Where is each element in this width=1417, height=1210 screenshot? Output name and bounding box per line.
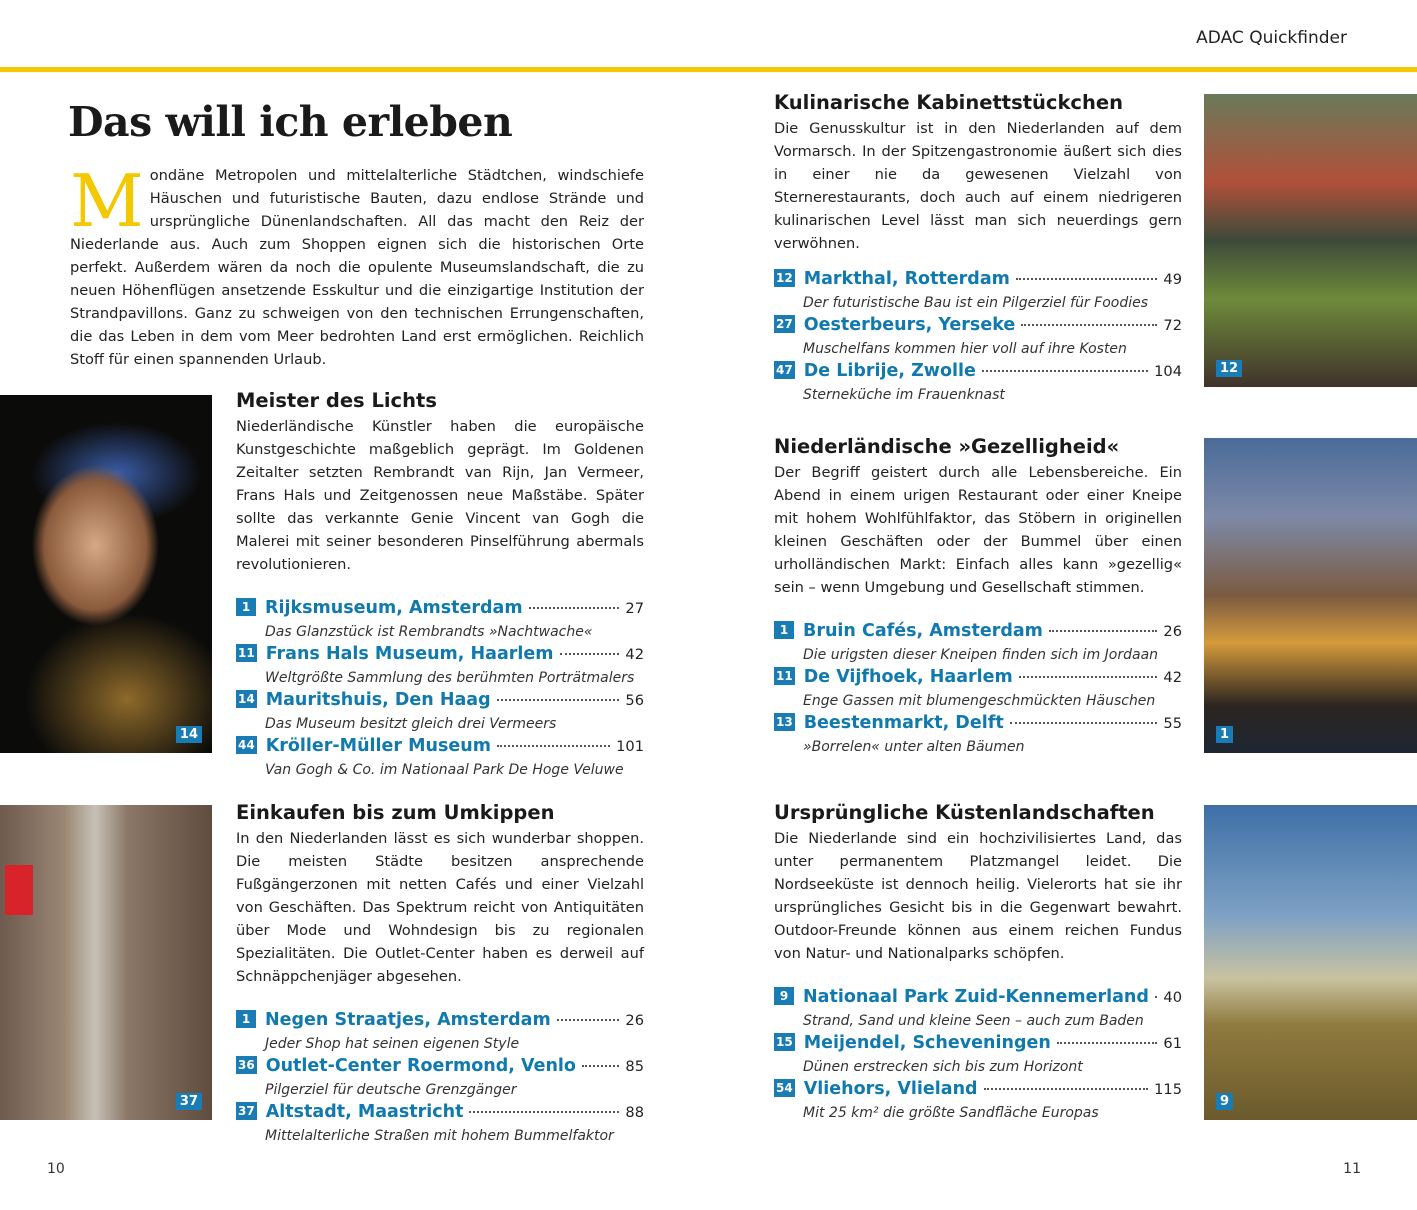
- poi-number: 1: [236, 1010, 256, 1028]
- poi-name[interactable]: Markthal, Rotterdam: [803, 269, 1010, 289]
- poi-page: 104: [1154, 363, 1182, 380]
- poi-number: 1: [774, 621, 794, 639]
- section-kuestenlandschaften: [774, 800, 1182, 1125]
- section-body: Die Genusskultur ist in den Niederlanden auf dem Vormarsch. In der Spitzengastronomie äußert sich dies in einer nie da gewesenen Vielzahl von Sternerestaurants, doch auch auf einem niedrigeren kulinarischen Level lässt man sich neuerdings gern verwöhnen.: [774, 120, 1182, 252]
- poi-number: 36: [238, 1058, 255, 1072]
- poi-item[interactable]: [236, 1102, 644, 1148]
- page-number-right: 11: [1343, 1161, 1361, 1177]
- swiss-flag-icon: [5, 865, 33, 915]
- poi-name[interactable]: Meijendel, Scheveningen: [803, 1033, 1051, 1053]
- photo-badge: 1: [1216, 726, 1233, 743]
- poi-name[interactable]: Beestenmarkt, Delft: [803, 713, 1004, 733]
- poi-description: Weltgrößte Sammlung des berühmten Porträtmalers: [265, 670, 635, 686]
- section-heading: Kulinarische Kabinettstückchen: [774, 91, 1123, 114]
- poi-item[interactable]: [236, 1010, 644, 1056]
- poi-item[interactable]: [774, 1079, 1182, 1125]
- poi-name[interactable]: Oesterbeurs, Yerseke: [803, 315, 1016, 335]
- photo-cafe-evening: [1204, 438, 1417, 753]
- photo-badge: 14: [176, 726, 202, 743]
- poi-item[interactable]: [774, 269, 1182, 315]
- section-heading: Ursprüngliche Küstenlandschaften: [774, 801, 1155, 824]
- poi-page: 115: [1154, 1081, 1182, 1098]
- poi-description: Das Museum besitzt gleich drei Vermeers: [265, 716, 557, 732]
- poi-item[interactable]: [236, 1056, 644, 1102]
- poi-number: 44: [238, 738, 255, 752]
- leader-dots: [560, 653, 620, 655]
- poi-name[interactable]: Altstadt, Maastricht: [265, 1102, 464, 1122]
- photo-badge: 37: [176, 1093, 202, 1110]
- yellow-rule: [0, 67, 1417, 72]
- poi-number: 15: [776, 1035, 793, 1049]
- poi-list: [236, 1010, 644, 1148]
- poi-name[interactable]: Nationaal Park Zuid-Kennemerland: [803, 987, 1149, 1007]
- poi-description: Mittelalterliche Straßen mit hohem Bummelfaktor: [265, 1128, 614, 1144]
- poi-page: 61: [1163, 1035, 1182, 1052]
- poi-page: 49: [1163, 271, 1182, 288]
- intro-paragraph: [70, 159, 644, 371]
- leader-dots: [1010, 722, 1158, 724]
- section-body: In den Niederlanden lässt es sich wunderbar shoppen. Die meisten Städte besitzen ansprechende Fußgängerzonen mit netten Cafés und einer Vielzahl von Geschäften. Das Spektrum reicht von Antiquitäten über Mode und Wohndesign bis zu regionalen Spezialitäten. Die Outlet-Center haben es derweil auf Schnäppchenjäger abgesehen.: [236, 830, 644, 985]
- poi-page: 88: [625, 1104, 644, 1121]
- page-title: Das will ich erleben: [68, 98, 513, 146]
- poi-number: 11: [776, 669, 793, 683]
- poi-item[interactable]: [774, 713, 1182, 759]
- poi-item[interactable]: [774, 667, 1182, 713]
- running-header: ADAC Quickfinder: [1196, 28, 1347, 48]
- poi-list: [774, 621, 1182, 759]
- poi-page: 72: [1163, 317, 1182, 334]
- poi-number: 11: [238, 646, 255, 660]
- poi-page: 56: [625, 692, 644, 709]
- poi-name[interactable]: Negen Straatjes, Amsterdam: [265, 1010, 551, 1030]
- leader-dots: [984, 1088, 1149, 1090]
- poi-name[interactable]: Kröller-Müller Museum: [265, 736, 491, 756]
- poi-name[interactable]: Vliehors, Vlieland: [803, 1079, 978, 1099]
- poi-item[interactable]: [774, 621, 1182, 667]
- poi-description: Sterneküche im Frauenknast: [803, 387, 1005, 403]
- poi-page: 26: [625, 1012, 644, 1029]
- poi-item[interactable]: [774, 361, 1182, 407]
- drop-cap: M: [70, 159, 144, 243]
- section-einkaufen: [236, 800, 644, 1148]
- leader-dots: [982, 370, 1148, 372]
- poi-item[interactable]: [774, 1033, 1182, 1079]
- poi-page: 42: [625, 646, 644, 663]
- photo-badge: 9: [1216, 1093, 1233, 1110]
- poi-name[interactable]: Frans Hals Museum, Haarlem: [265, 644, 554, 664]
- section-heading: Meister des Lichts: [236, 389, 437, 412]
- poi-item[interactable]: [236, 644, 644, 690]
- poi-name[interactable]: De Vijfhoek, Haarlem: [803, 667, 1013, 687]
- poi-number: 13: [776, 715, 793, 729]
- poi-name[interactable]: De Librije, Zwolle: [803, 361, 976, 381]
- leader-dots: [1049, 630, 1158, 632]
- leader-dots: [1155, 996, 1158, 998]
- poi-name[interactable]: Outlet-Center Roermond, Venlo: [265, 1056, 576, 1076]
- leader-dots: [1019, 676, 1158, 678]
- poi-item[interactable]: [774, 987, 1182, 1033]
- section-body: Niederländische Künstler haben die europäische Kunstgeschichte maßgeblich geprägt. Im Goldenen Zeitalter setzten Rembrandt van Rijn, Jan Vermeer, Frans Hals und Zeitgenossen neue Maßstäbe. Später sollte das verkannte Genie Vincent van Gogh die Malerei mit seiner besonderen Pinselführung abermals revolutionieren.: [236, 418, 644, 573]
- poi-description: Das Glanzstück ist Rembrandts »Nachtwache«: [265, 624, 593, 640]
- poi-page: 85: [625, 1058, 644, 1075]
- photo-dunes: [1204, 805, 1417, 1120]
- poi-name[interactable]: Rijksmuseum, Amsterdam: [265, 598, 523, 618]
- leader-dots: [582, 1065, 619, 1067]
- leader-dots: [497, 745, 610, 747]
- poi-list: [236, 598, 644, 782]
- poi-description: Jeder Shop hat seinen eigenen Style: [265, 1036, 520, 1052]
- photo-badge: 12: [1216, 360, 1242, 377]
- leader-dots: [1057, 1042, 1158, 1044]
- photo-markthal: [1204, 94, 1417, 387]
- poi-description: Muschelfans kommen hier voll auf ihre Kosten: [803, 341, 1127, 357]
- poi-description: Van Gogh & Co. im Nationaal Park De Hoge Veluwe: [265, 762, 624, 778]
- poi-item[interactable]: [774, 315, 1182, 361]
- section-gezelligheid: [774, 434, 1182, 759]
- poi-number: 9: [774, 987, 794, 1005]
- poi-description: »Borrelen« unter alten Bäumen: [803, 739, 1025, 755]
- section-meister-des-lichts: [236, 388, 644, 782]
- poi-number: 54: [776, 1081, 793, 1095]
- poi-list: [774, 269, 1182, 407]
- poi-name[interactable]: Bruin Cafés, Amsterdam: [803, 621, 1043, 641]
- poi-description: Der futuristische Bau ist ein Pilgerziel für Foodies: [803, 295, 1149, 311]
- poi-item[interactable]: [236, 598, 644, 644]
- leader-dots: [1016, 278, 1158, 280]
- poi-description: Strand, Sand und kleine Seen – auch zum Baden: [803, 1013, 1144, 1029]
- section-body: Der Begriff geistert durch alle Lebensbereiche. Ein Abend in einem urigen Restaurant oder einer Kneipe mit hohem Wohlfühlfaktor, das Stöbern in originellen kleinen Geschäften oder der Bummel über einen urholländischen Markt: Einfach alles kann »gezellig« sein – wenn Umgebung und Gesellschaft stimmen.: [774, 464, 1182, 596]
- section-body: Die Niederlande sind ein hochzivilisiertes Land, das unter permanentem Platzmangel leidet. Die Nordseeküste ist dennoch heilig. Vielerorts hat sie ihr ursprüngliches Gesicht bis in die Gegenwart bewahrt. Outdoor-Freunde können aus einem reichen Fundus von Natur- und Nationalparks schöpfen.: [774, 830, 1182, 962]
- poi-number: 14: [238, 692, 255, 706]
- poi-item[interactable]: [236, 690, 644, 736]
- poi-description: Die urigsten dieser Kneipen finden sich im Jordaan: [803, 647, 1159, 663]
- poi-page: 42: [1163, 669, 1182, 686]
- intro-text: ondäne Metropolen und mittelalterliche Städtchen, windschiefe Häuschen und futuristische Bauten, dazu endlose Strände und ursprüngliche Dünenlandschaften. All das macht den Reiz der Niederlande aus. Auch zum Shoppen eignen sich die historischen Orte perfekt. Außerdem wären da noch die opulente Museumslandschaft, die zu neuen Höhenflügen ansetzende Esskultur und die einzigartige Institution der Strandpavillons. Ganz zu schweigen von den technischen Errungenschaften, die das Leben in dem vom Meer bedrohten Land erst ermöglichen. Reichlich Stoff für einen spannenden Urlaub.: [70, 167, 644, 368]
- page-number-left: 10: [47, 1161, 65, 1177]
- leader-dots: [1021, 324, 1157, 326]
- section-heading: Einkaufen bis zum Umkippen: [236, 801, 555, 824]
- poi-description: Pilgerziel für deutsche Grenzgänger: [265, 1082, 517, 1098]
- poi-number: 1: [236, 598, 256, 616]
- poi-list: [774, 987, 1182, 1125]
- poi-page: 40: [1163, 989, 1182, 1006]
- leader-dots: [497, 699, 620, 701]
- poi-description: Enge Gassen mit blumengeschmückten Häuschen: [803, 693, 1156, 709]
- poi-number: 27: [776, 317, 793, 331]
- poi-page: 27: [625, 600, 644, 617]
- poi-item[interactable]: [236, 736, 644, 782]
- poi-name[interactable]: Mauritshuis, Den Haag: [265, 690, 491, 710]
- poi-number: 37: [238, 1104, 255, 1118]
- poi-page: 55: [1163, 715, 1182, 732]
- section-heading: Niederländische »Gezelligheid«: [774, 435, 1120, 458]
- poi-page: 101: [616, 738, 644, 755]
- poi-description: Mit 25 km² die größte Sandfläche Europas: [803, 1105, 1099, 1121]
- poi-number: 47: [776, 363, 793, 377]
- poi-page: 26: [1163, 623, 1182, 640]
- leader-dots: [469, 1111, 619, 1113]
- leader-dots: [529, 607, 620, 609]
- poi-description: Dünen erstrecken sich bis zum Horizont: [803, 1059, 1083, 1075]
- section-kulinarisch: [774, 90, 1182, 407]
- poi-number: 12: [776, 271, 793, 285]
- photo-shopping-street: [0, 805, 212, 1120]
- photo-vermeer: [0, 395, 212, 753]
- leader-dots: [557, 1019, 620, 1021]
